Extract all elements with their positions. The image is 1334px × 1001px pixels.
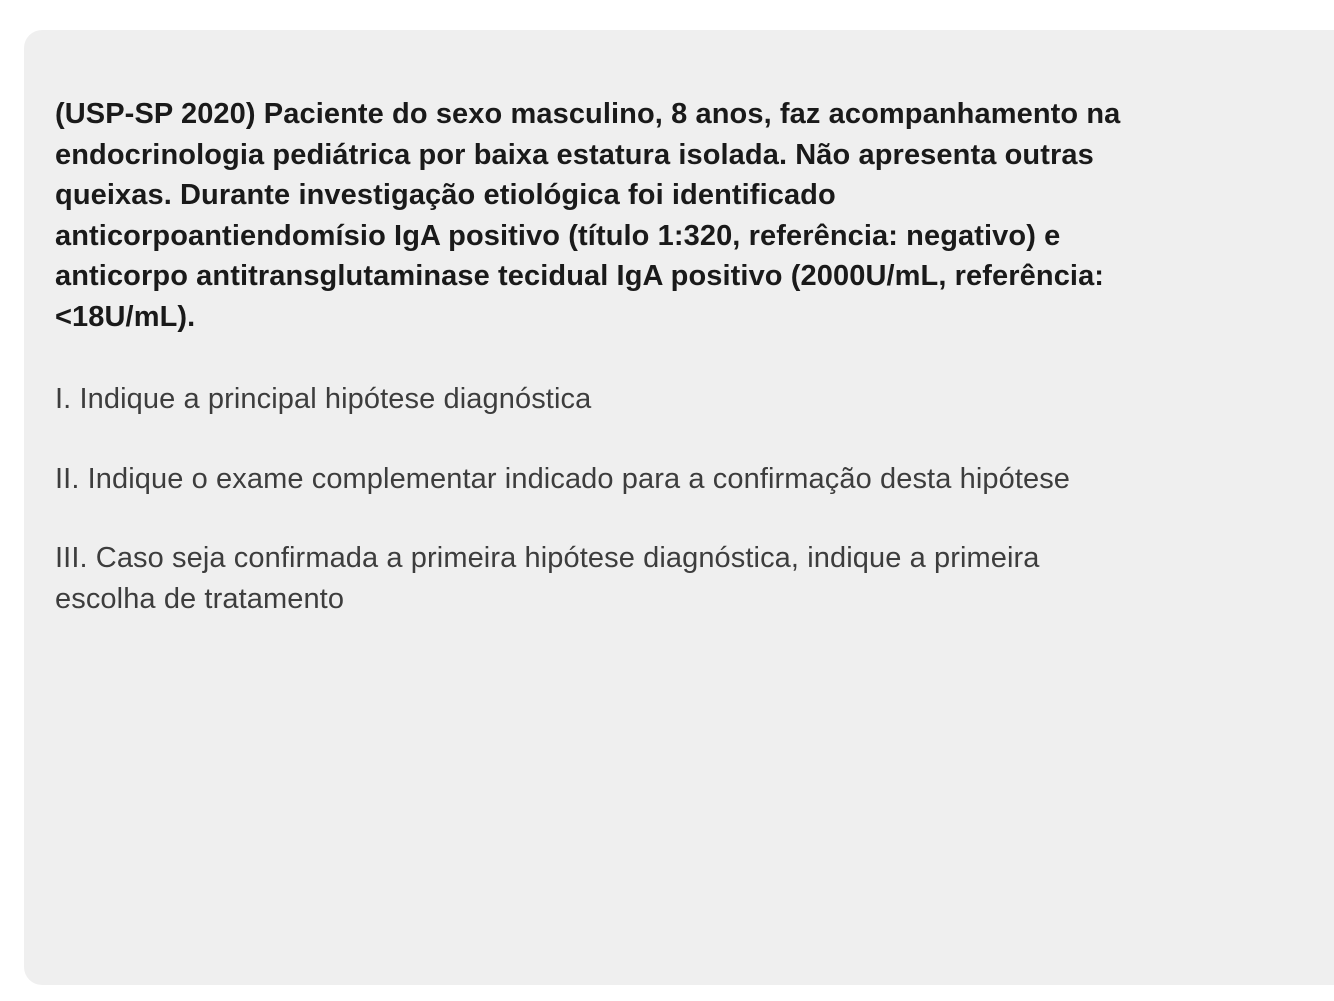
question-item-1: I. Indique a principal hipótese diagnóstica	[55, 383, 592, 415]
question-statement: (USP-SP 2020) Paciente do sexo masculino, 8 anos, faz acompanhamento na endocrinologia pediátrica por baixa estatura isolada. Não apresenta outras queixas. Durante investigação etiológica foi identificado anticorpoantiendomísio IgA positivo (título 1:320, referência: negativo) e anticorpo antitransglutaminase tecidual IgA positivo (2000U/mL, referência: <18U/mL).	[55, 98, 1121, 333]
question-item-2: II. Indique o exame complementar indicado para a confirmação desta hipótese	[55, 462, 1071, 495]
question-items	[55, 379, 1314, 619]
question-item-3: III. Caso seja confirmada a primeira hipótese diagnóstica, indique a primeira escolha de tratamento	[55, 542, 1040, 615]
question-card	[24, 30, 1334, 985]
